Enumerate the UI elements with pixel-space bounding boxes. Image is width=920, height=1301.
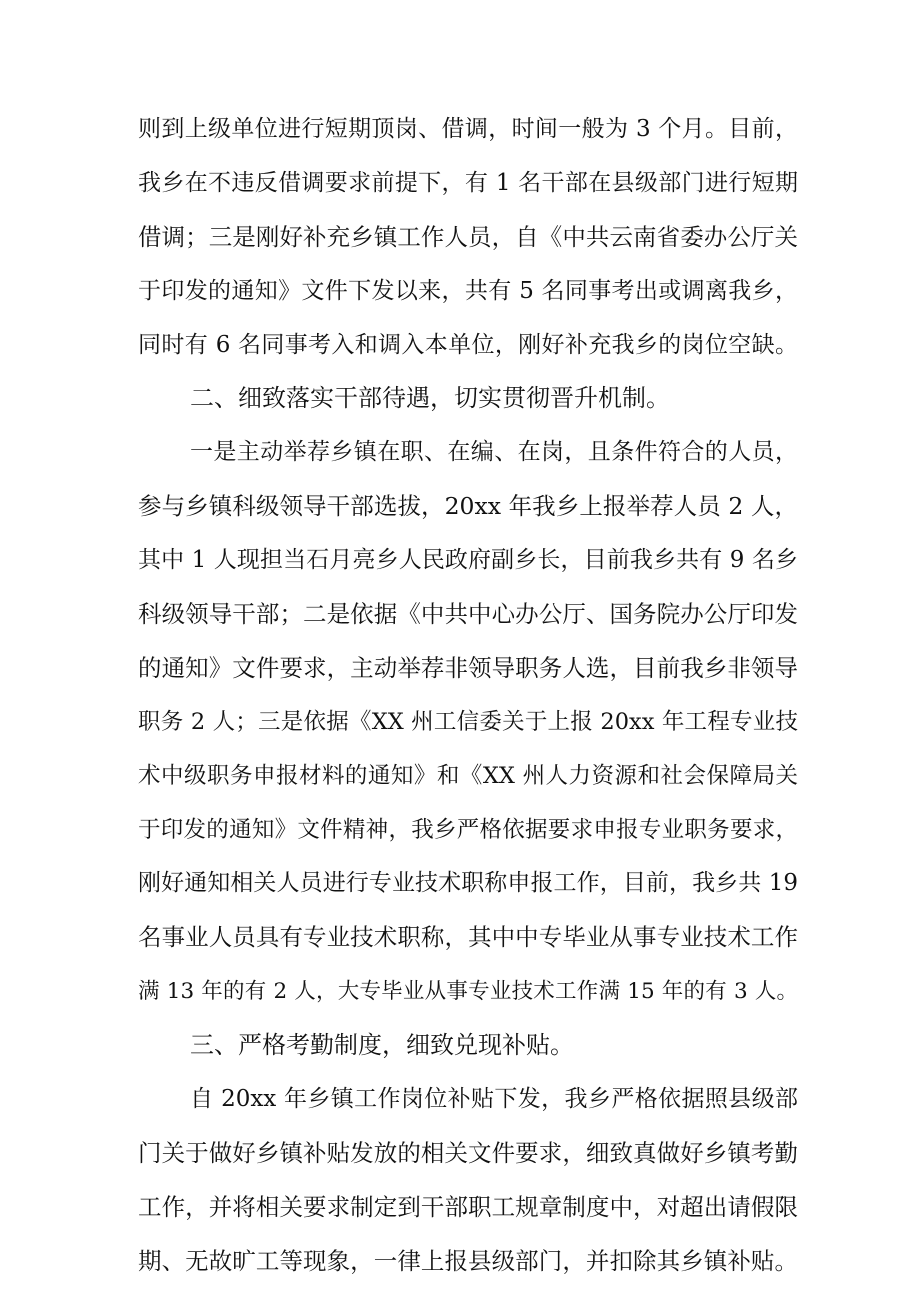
paragraph-line: 期、无故旷工等现象，一律上报县级部门，并扣除其乡镇补贴。 <box>138 1246 798 1275</box>
paragraph-line: 其中 1 人现担当石月亮乡人民政府副乡长，目前我乡共有 9 名乡 <box>138 547 798 574</box>
paragraph-line: 一是主动举荐乡镇在职、在编、在岗，且条件符合的人员， <box>190 439 798 466</box>
paragraph-line: 参与乡镇科级领导干部选拔，20xx 年我乡上报举荐人员 2 人， <box>138 492 798 521</box>
section-heading: 二、细致落实干部待遇，切实贯彻晋升机制。 <box>190 384 670 413</box>
paragraph-line: 工作，并将相关要求制定到干部职工规章制度中，对超出请假限 <box>138 1192 798 1221</box>
paragraph-line: 术中级职务申报材料的通知》和《XX 州人力资源和社会保障局关 <box>138 762 798 789</box>
paragraph-line: 职务 2 人；三是依据《XX 州工信委关于上报 20xx 年工程专业技 <box>138 708 798 735</box>
paragraph-line: 于印发的通知》文件精神，我乡严格依据要求申报专业职务要求， <box>138 816 798 843</box>
section-heading: 三、严格考勤制度，细致兑现补贴。 <box>190 1031 574 1060</box>
paragraph-line: 科级领导干部；二是依据《中共中心办公厅、国务院办公厅印发 <box>138 600 798 629</box>
paragraph-line: 门关于做好乡镇补贴发放的相关文件要求，细致真做好乡镇考勤 <box>138 1138 798 1167</box>
paragraph-line: 我乡在不违反借调要求前提下，有 1 名干部在县级部门进行短期 <box>138 169 798 196</box>
paragraph-line: 的通知》文件要求，主动举荐非领导职务人选，目前我乡非领导 <box>138 653 798 682</box>
paragraph-line: 满 13 年的有 2 人，大专毕业从事专业技术工作满 15 年的有 3 人。 <box>138 979 798 1005</box>
paragraph-line: 名事业人员具有专业技术职称，其中中专毕业从事专业技术工作 <box>138 923 798 952</box>
document-body <box>138 103 798 1289</box>
paragraph-line: 借调；三是刚好补充乡镇工作人员，自《中共云南省委办公厅关 <box>138 222 798 251</box>
paragraph-line: 同时有 6 名同事考入和调入本单位，刚好补充我乡的岗位空缺。 <box>138 331 798 358</box>
paragraph-line: 于印发的通知》文件下发以来，共有 5 名同事考出或调离我乡， <box>138 277 798 304</box>
paragraph-line: 刚好通知相关人员进行专业技术职称申报工作，目前，我乡共 19 <box>138 870 798 897</box>
paragraph-line: 则到上级单位进行短期顶岗、借调，时间一般为 3 个月。目前， <box>138 116 798 142</box>
paragraph-line: 自 20xx 年乡镇工作岗位补贴下发，我乡严格依据照县级部 <box>190 1086 798 1113</box>
